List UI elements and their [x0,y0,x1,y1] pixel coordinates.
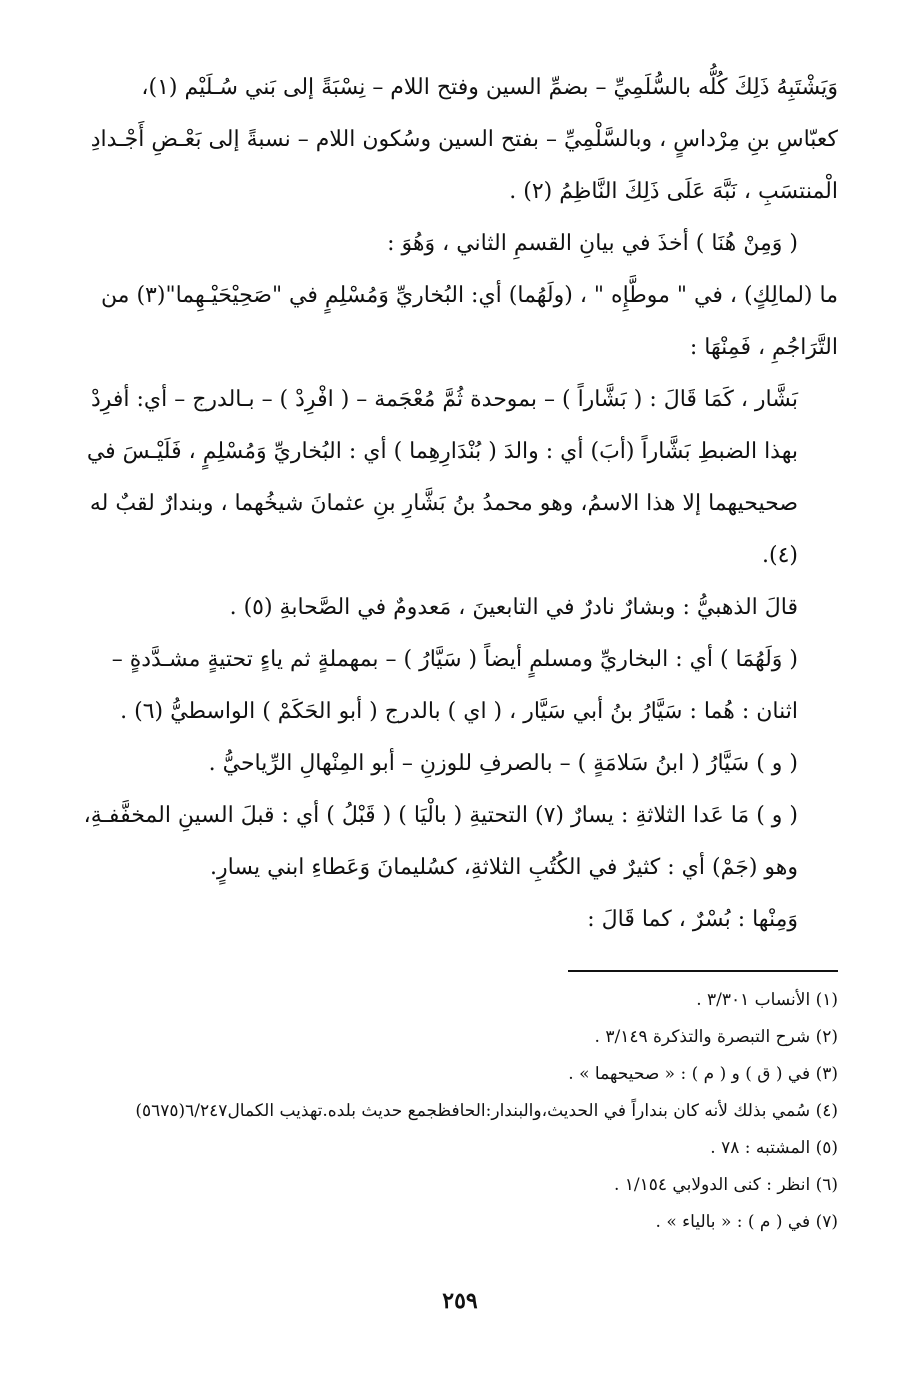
paragraph-1: وَيَشْتَبِهُ ذَلِكَ كُلُّه بالسُّلَمِيِّ – بضمِّ السين وفتح اللام – نِسْبَةً إلى بَني سُـلَيْم (١)، كعبّاسِ بنِ مِرْداسٍ ، وبالسَّلْمِيِّ – بفتح السين وسُكون اللام – نسبةً إلى بَعْـضِ أَجْـدادِ الْمنتسَبِ ، نَبَّهَ عَلَى ذَلِكَ النَّاظِمُ (٢) . [90,75,838,204]
footnotes [82,982,838,1241]
main-text [82,62,838,946]
footnote-1: (١) الأنساب ٣/٣٠١ . [696,990,838,1010]
footnote-3: (٣) في ( ق ) و ( م ) : « صحيحهما » . [568,1064,838,1084]
footnote-7: (٧) في ( م ) : « بالياء » . [655,1212,838,1232]
paragraph-8: ( و ) مَا عَدا الثلاثةِ : يسارٌ (٧) التحتيةِ ( بالْيَا ) ( قَبْلُ ) أي : قبلَ السينِ المخفَّفـةِ، وهو (جَمْ) أي : كثيرٌ في الكُتُبِ الثلاثةِ، كسُليمانَ وَعَطاءِ ابني يسارٍ. [83,803,798,880]
paragraph-5: قالَ الذهبيُّ : وبشارٌ نادرٌ في التابعينَ ، مَعدومٌ في الصَّحابةِ (٥) . [229,595,798,620]
page-number: ٢٥٩ [442,1288,478,1314]
footnote-5: (٥) المشتبه : ٧٨ . [710,1138,838,1158]
paragraph-4: بَشَّار ، كَمَا قَالَ : ( بَشَّاراً ) – بموحدة ثُمَّ مُعْجَمة – ( افْرِدْ ) – بـالدرج – أي: أفرِدْ بهذا الضبطِ بَشَّاراً (أبَ) أي : والدَ ( بُنْدَارِهِما ) أي : البُخاريِّ وَمُسْلِمٍ ، فَلَيْـسَ في صحيحيهما إلا هذا الاسمُ، وهو محمدُ بنُ بَشَّارِ بنِ عثمانَ شيخُهما ، وبندارٌ لقبٌ له (٤). [86,387,798,568]
footnote-separator [568,970,838,972]
paragraph-3: ما (لمالِكٍ) ، في " موطَّإِه " ، (ولَهُما) أي: البُخاريِّ وَمُسْلِمٍ في "صَحِيْحَيْـهِما"(٣) من التَّرَاجُمِ ، فَمِنْهَا : [100,283,838,360]
paragraph-2: ( وَمِنْ هُنَا ) أخذَ في بيانِ القسمِ الثاني ، وَهُوَ : [387,231,798,256]
paragraph-7: ( و ) سَيَّارُ ( ابنُ سَلامَةٍ ) – بالصرفِ للوزنِ – أبو المِنْهالِ الرِّياحيُّ . [208,751,798,776]
paragraph-6: ( وَلَهُمَا ) أي : البخاريِّ ومسلمٍ أيضاً ( سَيَّارُ ) – بمهملةٍ ثم ياءٍ تحتيةٍ مشـدَّدةٍ – اثنان : هُما : سَيَّارُ بنُ أبي سَيَّار ، ( اي ) بالدرج ( أبو الحَكَمْ ) الواسطيُّ (٦) . [111,647,798,724]
paragraph-9: وَمِنْها : بُسْرٌ ، كما قَالَ : [587,907,798,932]
footnote-2: (٢) شرح التبصرة والتذكرة ٣/١٤٩ . [594,1027,838,1047]
footnote-6: (٦) انظر : كنى الدولابي ١/١٥٤ . [613,1175,838,1195]
footnote-4: (٤) سُمي بذلك لأنه كان بنداراً في الحديث،والبندار:الحافظجمع حديث بلده.تهذيب الكمال٦/٢٤٧(٥٦٧٥) [135,1101,838,1121]
